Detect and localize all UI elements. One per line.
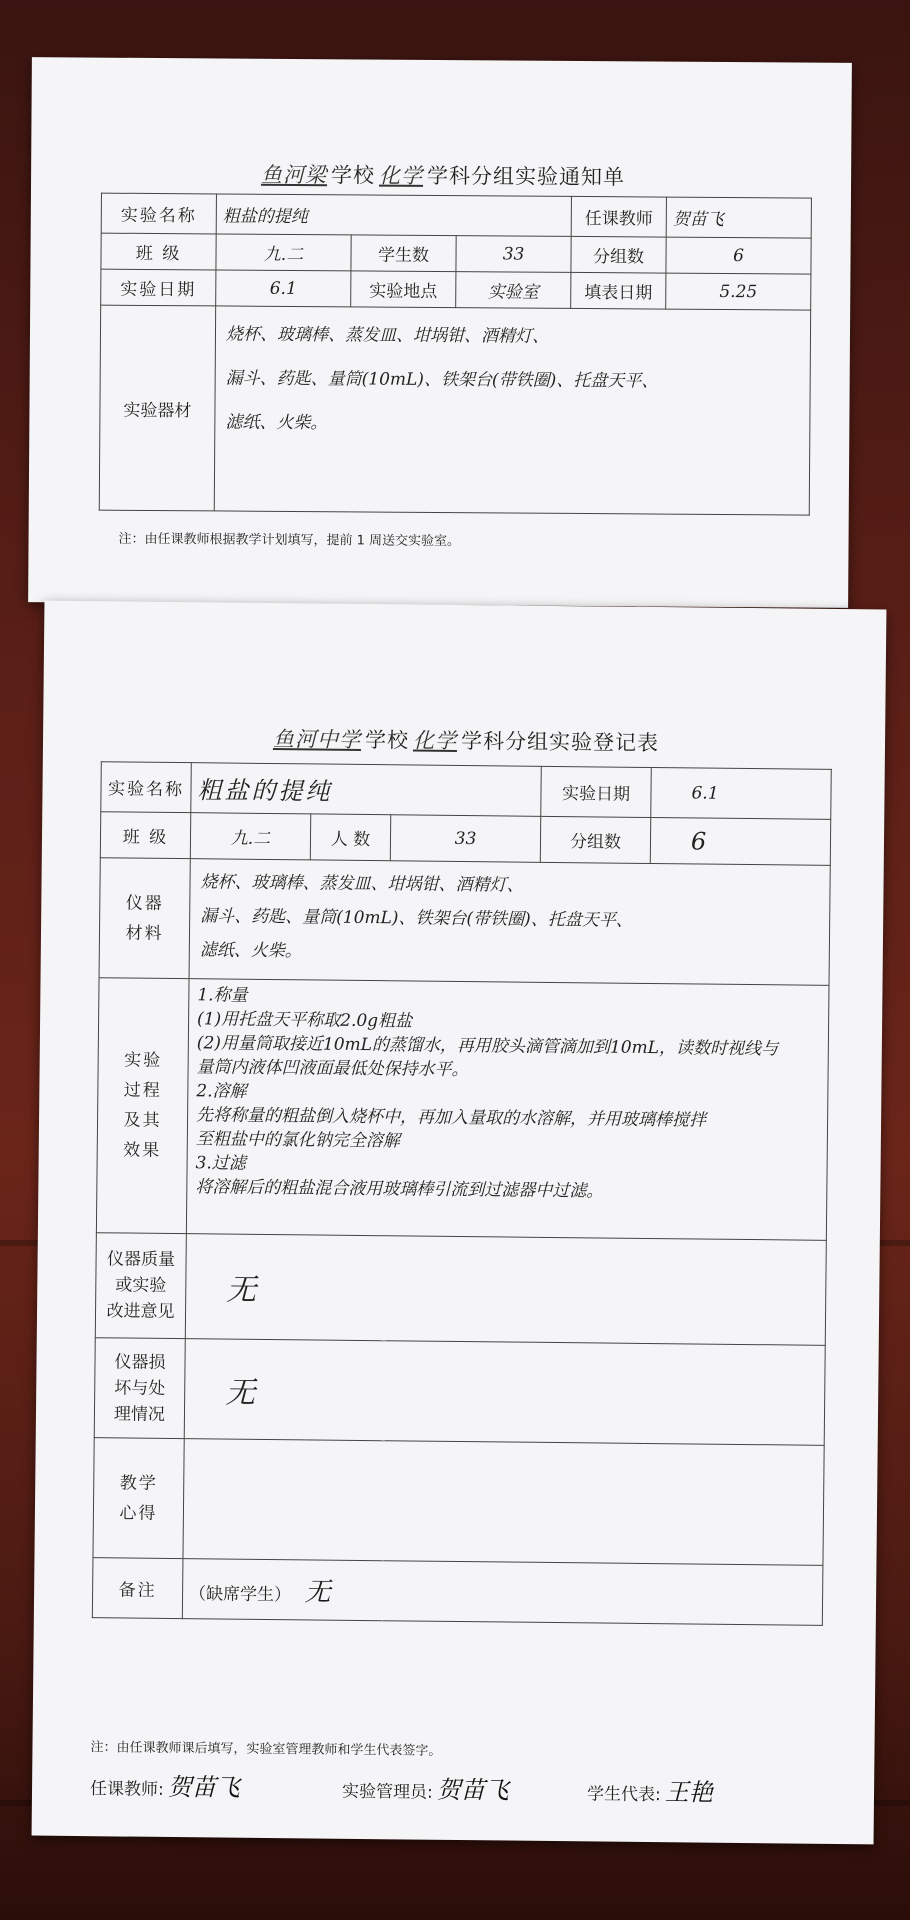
register-process-line: (2)用量筒取接近10mL的蒸馏水，再用胶头滴管滴加到10mL，读数时视线与 <box>196 1033 779 1060</box>
register-label-process <box>96 978 189 1234</box>
notice-label-name: 实验名称 <box>101 193 216 234</box>
register-label-instruments <box>99 858 190 979</box>
notice-materials-cell <box>214 306 810 515</box>
register-value-absent: 无 <box>304 1577 331 1608</box>
register-value-people: 33 <box>390 815 540 863</box>
notice-footnote: 注：由任课教师根据教学计划填写，提前 1 周送交实验室。 <box>118 531 461 550</box>
register-remark-cell <box>182 1559 823 1626</box>
register-label-teaching <box>93 1438 184 1559</box>
notice-title-mid: 学校 <box>331 163 376 188</box>
register-label-quality-3: 改进意见 <box>106 1301 175 1323</box>
notice-value-class: 九.二 <box>216 234 351 271</box>
register-process-cell <box>186 979 829 1241</box>
register-label-instruments-1: 仪器 <box>125 892 164 914</box>
register-label-people: 人 数 <box>310 814 390 861</box>
register-value-teaching <box>183 1439 824 1566</box>
register-label-process-3: 及其 <box>123 1110 162 1131</box>
notice-title-end: 学科分组实验通知单 <box>427 163 626 190</box>
notice-table <box>99 193 812 516</box>
notice-value-place: 实验室 <box>456 272 571 309</box>
register-sign-admin: 贺苗飞 <box>436 1775 509 1805</box>
register-process-line: (1)用托盘天平称取2.0g粗盐 <box>197 1009 413 1032</box>
notice-value-name: 粗盐的提纯 <box>216 194 571 236</box>
register-value-damage: 无 <box>184 1339 825 1446</box>
register-label-damage <box>94 1338 185 1439</box>
register-label-quality-2: 或实验 <box>115 1275 167 1296</box>
notice-value-date: 6.1 <box>216 270 351 307</box>
register-label-groups: 分组数 <box>540 816 650 863</box>
notice-title-school: 鱼河梁 <box>261 162 328 188</box>
notice-value-students: 33 <box>456 236 571 273</box>
notice-label-materials: 实验器材 <box>99 305 215 511</box>
register-sign-teacher-label: 任课教师: <box>89 1779 164 1800</box>
notice-value-groups: 6 <box>666 237 811 274</box>
notice-label-teacher: 任课教师 <box>571 196 666 237</box>
notice-label-date: 实验日期 <box>101 269 216 306</box>
register-process-line: 2.溶解 <box>196 1081 247 1102</box>
notice-label-class: 班 级 <box>101 233 216 270</box>
register-process-line: 3.过滤 <box>195 1153 246 1174</box>
register-title-mid: 学校 <box>364 727 410 753</box>
register-table <box>92 761 832 1626</box>
register-process-line: 量筒内液体凹液面最低处保持水平。 <box>196 1057 469 1081</box>
register-title-subject: 化学 <box>412 728 458 753</box>
register-label-date: 实验日期 <box>541 766 652 817</box>
notice-value-teacher: 贺苗飞 <box>666 197 811 238</box>
register-signature-admin <box>342 1769 509 1806</box>
register-materials-cell <box>189 859 830 986</box>
notice-label-place: 实验地点 <box>351 271 456 308</box>
register-sign-admin-label: 实验管理员: <box>341 1781 433 1803</box>
register-label-damage-2: 坏与处 <box>114 1377 166 1399</box>
notice-label-fill-date: 填表日期 <box>571 272 666 309</box>
register-process-line: 1.称量 <box>197 985 248 1006</box>
notice-materials-line: 滤纸、火柴。 <box>225 412 328 434</box>
notice-materials-line: 漏斗、药匙、量筒(10mL)、铁架台(带铁圈)、托盘天平、 <box>225 368 659 392</box>
register-process-line: 将溶解后的粗盐混合液用玻璃棒引流到过滤器中过滤。 <box>195 1177 604 1202</box>
register-label-process-4: 效果 <box>123 1140 162 1161</box>
register-title-school: 鱼河中学 <box>272 727 362 752</box>
register-signature-student <box>587 1771 713 1807</box>
register-label-quality <box>95 1233 186 1339</box>
register-materials-line: 滤纸、火柴。 <box>199 940 302 962</box>
notice-title-subject: 化学 <box>379 163 424 188</box>
register-label-class: 班 级 <box>100 812 190 859</box>
register-process-line: 至粗盐中的氯化钠完全溶解 <box>195 1129 400 1152</box>
register-footnote: 注：由任课教师课后填写，实验室管理教师和学生代表签字。 <box>90 1740 442 1759</box>
notice-value-fill-date: 5.25 <box>666 273 811 310</box>
register-sign-student: 王艳 <box>664 1778 713 1807</box>
register-label-quality-1: 仪器质量 <box>106 1249 176 1271</box>
register-label-damage-3: 理情况 <box>113 1403 166 1425</box>
notice-materials-line: 烧杯、玻璃棒、蒸发皿、坩埚钳、酒精灯、 <box>225 324 550 347</box>
register-label-teaching-1: 教学 <box>119 1472 158 1494</box>
register-label-process-2: 过程 <box>123 1080 162 1101</box>
register-label-process-1: 实验 <box>124 1050 163 1071</box>
register-materials-line: 漏斗、药匙、量筒(10mL)、铁架台(带铁圈)、托盘天平、 <box>200 906 633 931</box>
register-label-instruments-2: 材料 <box>125 922 164 944</box>
register-process-line: 先将称量的粗盐倒入烧杯中，再加入量取的水溶解，并用玻璃棒搅拌 <box>196 1105 707 1131</box>
register-title-end: 学科分组实验登记表 <box>460 728 660 756</box>
notice-label-groups: 分组数 <box>571 236 666 273</box>
register-sign-student-label: 学生代表: <box>586 1784 661 1806</box>
register-value-class: 九.二 <box>190 813 310 860</box>
register-label-remark: 备注 <box>92 1558 183 1619</box>
register-label-name: 实验名称 <box>101 762 192 813</box>
register-materials-line: 烧杯、玻璃棒、蒸发皿、坩埚钳、酒精灯、 <box>200 872 524 896</box>
experiment-notice-sheet <box>28 57 852 608</box>
register-value-groups: 6 <box>650 817 830 865</box>
register-signature-teacher <box>90 1766 240 1803</box>
register-sign-teacher: 贺苗飞 <box>167 1772 240 1802</box>
register-label-damage-1: 仪器损 <box>114 1351 166 1373</box>
register-title <box>43 721 885 760</box>
notice-label-students: 学生数 <box>351 235 456 272</box>
register-value-quality: 无 <box>185 1234 826 1346</box>
register-label-absent: （缺席学生） <box>188 1584 292 1606</box>
experiment-register-sheet <box>32 601 887 1845</box>
register-value-name: 粗盐的提纯 <box>191 763 542 817</box>
notice-title <box>31 157 851 193</box>
register-value-date: 6.1 <box>651 767 832 819</box>
register-label-teaching-2: 心得 <box>119 1502 158 1524</box>
